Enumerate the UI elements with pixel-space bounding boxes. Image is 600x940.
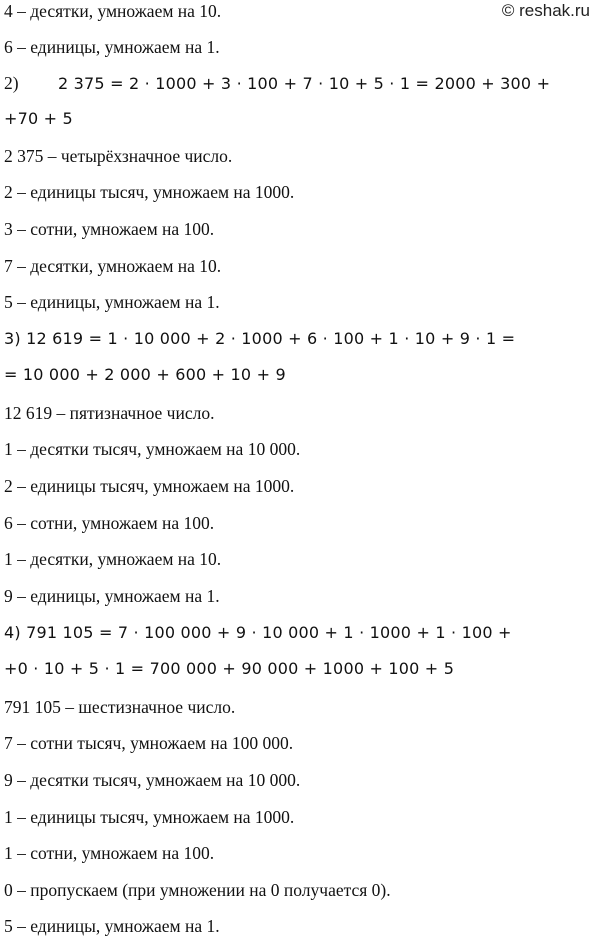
text-line: 3 – сотни, умножаем на 100. [4, 219, 215, 239]
text-line: 2 – единицы тысяч, умножаем на 1000. [4, 476, 295, 496]
text-line: 1 – десятки, умножаем на 10. [4, 549, 222, 569]
equation-line: +0 · 10 + 5 · 1 = 700 000 + 90 000 + 1000 + 100 + 5 [4, 659, 455, 678]
text-line: 9 – десятки тысяч, умножаем на 10 000. [4, 770, 301, 790]
text-line: 7 – десятки, умножаем на 10. [4, 256, 222, 276]
item-number: 2) [4, 73, 19, 93]
watermark: © reshak.ru [501, 1, 590, 20]
text-line: 1 – единицы тысяч, умножаем на 1000. [4, 807, 295, 827]
text-line: 6 – единицы, умножаем на 1. [4, 37, 220, 57]
equation-line: 4) 791 105 = 7 · 100 000 + 9 · 10 000 + 1 · 1000 + 1 · 100 + [4, 623, 512, 642]
text-line: 6 – сотни, умножаем на 100. [4, 513, 215, 533]
text-line: 2 – единицы тысяч, умножаем на 1000. [4, 182, 295, 202]
text-line: 2 375 – четырёхзначное число. [4, 146, 233, 166]
equation-line: +70 + 5 [4, 109, 73, 128]
text-line: 12 619 – пятизначное число. [4, 403, 215, 423]
text-line: 5 – единицы, умножаем на 1. [4, 916, 220, 936]
text-line: 1 – десятки тысяч, умножаем на 10 000. [4, 439, 301, 459]
text-line: 4 – десятки, умножаем на 10. [4, 1, 222, 21]
text-line: 0 – пропускаем (при умножении на 0 получается 0). [4, 880, 391, 900]
equation-line: 3) 12 619 = 1 · 10 000 + 2 · 1000 + 6 · 100 + 1 · 10 + 9 · 1 = [4, 329, 516, 348]
text-line: 7 – сотни тысяч, умножаем на 100 000. [4, 733, 294, 753]
text-line: 9 – единицы, умножаем на 1. [4, 586, 220, 606]
text-line: 1 – сотни, умножаем на 100. [4, 843, 215, 863]
text-line: 791 105 – шестизначное число. [4, 697, 236, 717]
text-line: 5 – единицы, умножаем на 1. [4, 292, 220, 312]
equation-line: = 10 000 + 2 000 + 600 + 10 + 9 [4, 365, 286, 384]
equation-line [4, 72, 550, 95]
equation: 2 375 = 2 · 1000 + 3 · 100 + 7 · 10 + 5 · 1 = 2000 + 300 + [58, 74, 551, 93]
